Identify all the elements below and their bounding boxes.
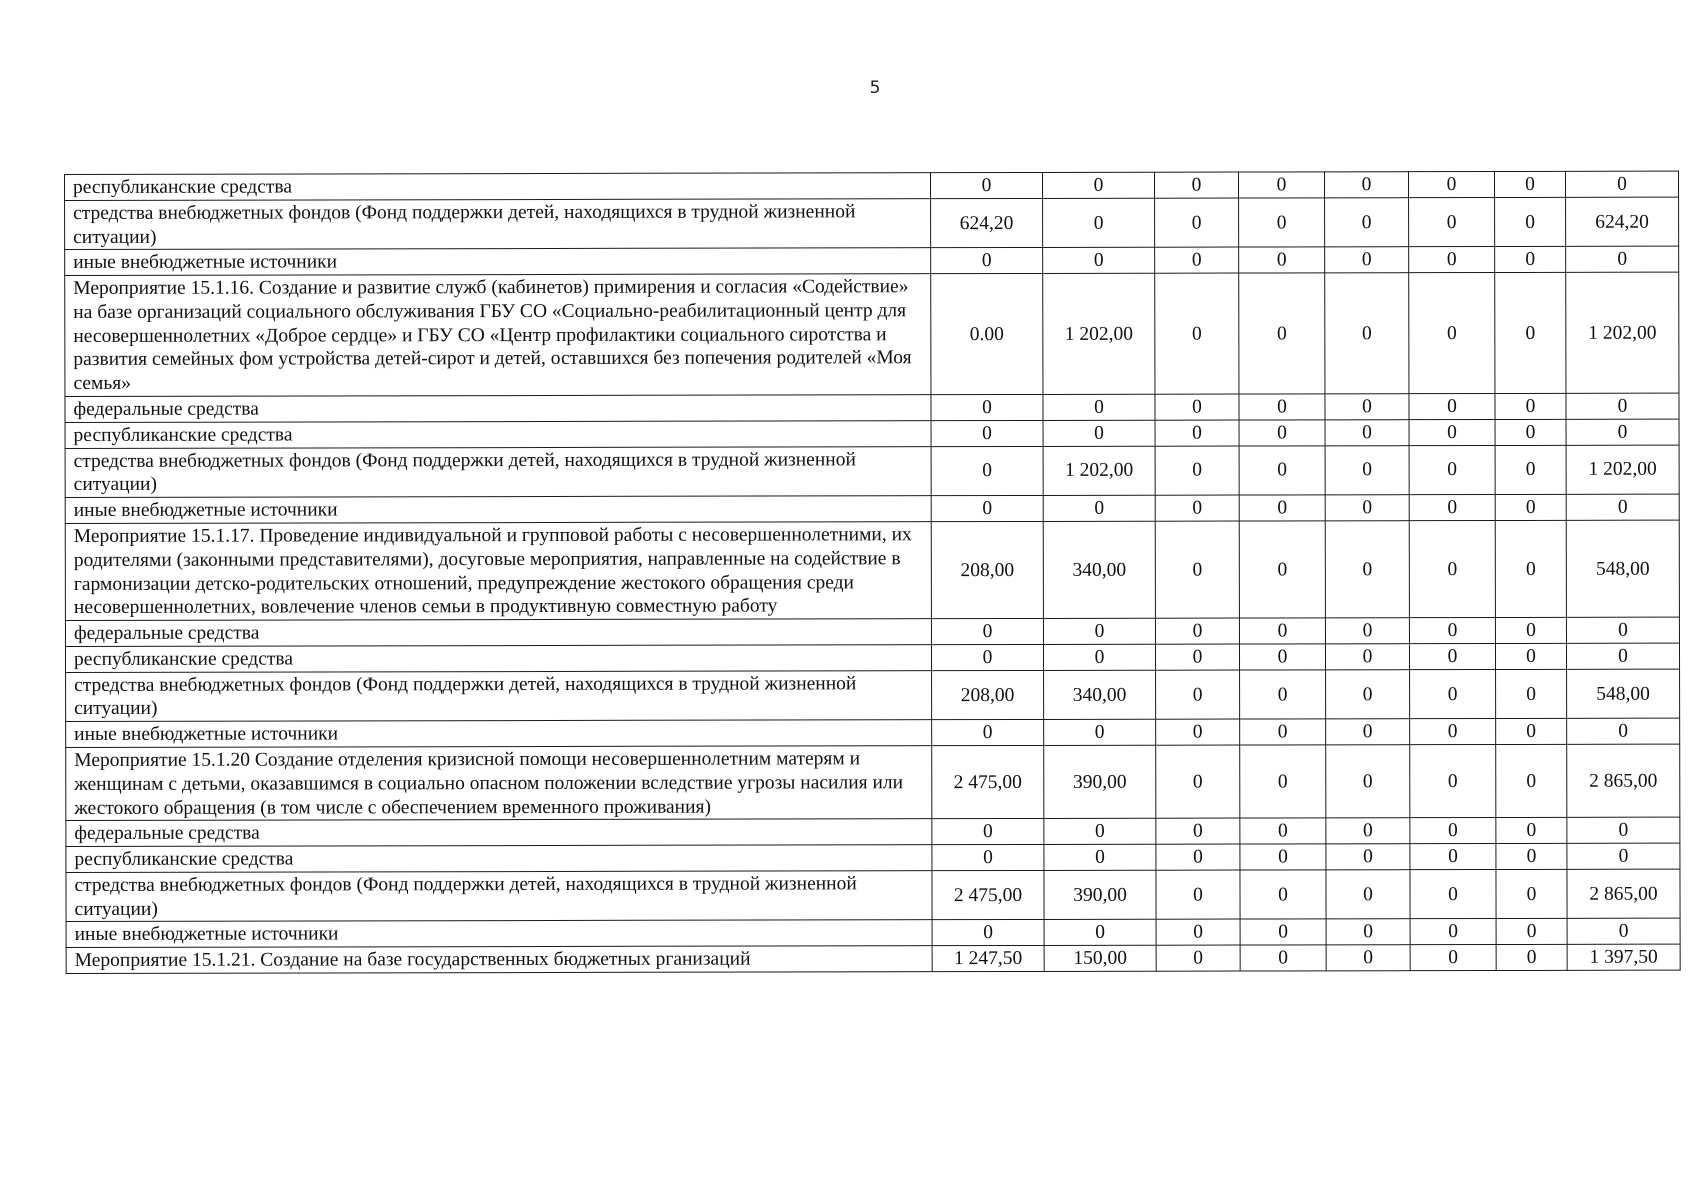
value-cell: 0	[1044, 920, 1156, 946]
table-row	[65, 393, 1679, 422]
value-cell: 0	[1239, 394, 1325, 420]
value-cell: 0	[1240, 870, 1326, 920]
value-cell: 0	[1410, 744, 1496, 818]
value-cell: 0	[1566, 393, 1679, 419]
row-label: федеральные средства	[66, 819, 932, 847]
value-cell: 0	[1156, 745, 1240, 819]
value-cell: 0	[1325, 273, 1409, 394]
value-cell: 150,00	[1044, 945, 1156, 971]
table-row	[66, 817, 1680, 846]
row-label: Мероприятие 15.1.20 Создание отделения кризисной помощи несовершеннолетним матерям и женщинам с детьми, оказавшимся в социально опасном положении вследствие угрозы насилия или жестокого обращения (в том числе с обеспечением временного проживания)	[66, 746, 932, 821]
value-cell: 1 202,00	[1566, 445, 1679, 495]
page-number: 5	[869, 78, 881, 98]
value-cell: 0	[1326, 870, 1410, 920]
value-cell: 0	[1566, 617, 1679, 643]
value-cell: 0	[1326, 844, 1410, 870]
value-cell: 0	[1239, 644, 1325, 670]
value-cell: 0	[1409, 394, 1495, 420]
value-cell: 0	[931, 394, 1043, 420]
value-cell: 0	[1240, 945, 1326, 971]
funding-table	[64, 171, 1681, 974]
value-cell: 0	[930, 172, 1042, 198]
value-cell: 0	[1410, 945, 1496, 971]
row-label: иные внебюджетные источники	[65, 496, 931, 524]
row-label: Мероприятие 15.1.21. Создание на базе государственных бюджетных рганизаций	[66, 946, 932, 974]
value-cell: 0	[931, 248, 1043, 274]
value-cell: 0	[1410, 818, 1496, 844]
value-cell: 0	[1495, 445, 1566, 495]
value-cell: 0	[1043, 495, 1155, 521]
value-cell: 0	[1409, 419, 1495, 445]
table-row	[65, 617, 1679, 646]
value-cell: 0	[1496, 744, 1567, 817]
row-label: стредства внебюджетных фондов (Фонд поддержки детей, находящихся в трудной жизненной ситуации)	[65, 446, 931, 497]
value-cell: 208,00	[931, 521, 1043, 618]
row-label: Мероприятие 15.1.17. Проведение индивидуальной и групповой работы с несовершеннолетними, их родителями (законными представителями), досуговые мероприятия, направленные на содействие в гармонизации детско-родительских отношений, предупреждение жестокого обращения среди несовершеннолетних, вовлечение членов семьи в продуктивную совместную работу	[65, 522, 931, 621]
value-cell: 0	[1239, 420, 1325, 446]
value-cell: 0	[1496, 719, 1567, 745]
value-cell: 0	[1326, 719, 1410, 745]
value-cell: 0	[1325, 419, 1409, 445]
value-cell: 0	[1239, 521, 1325, 618]
row-label: иные внебюджетные источники	[66, 920, 932, 948]
value-cell: 0	[1325, 445, 1409, 495]
value-cell: 0	[1495, 520, 1566, 617]
table-row	[65, 272, 1679, 396]
table-row	[65, 494, 1679, 523]
value-cell: 2 475,00	[932, 745, 1044, 819]
value-cell: 0	[1156, 945, 1240, 971]
value-cell: 0	[1409, 495, 1495, 521]
row-label: стредства внебюджетных фондов (Фонд поддержки детей, находящихся в трудной жизненной ситуации)	[66, 871, 932, 922]
value-cell: 0	[1409, 273, 1495, 394]
value-cell: 0	[1156, 844, 1240, 870]
value-cell: 340,00	[1044, 670, 1156, 720]
value-cell: 0	[1495, 617, 1566, 643]
table-row	[65, 171, 1679, 200]
value-cell: 0	[1155, 618, 1239, 644]
value-cell: 0	[931, 420, 1043, 446]
value-cell: 0	[1326, 919, 1410, 945]
value-cell: 0	[1043, 248, 1155, 274]
value-cell: 0	[1325, 197, 1409, 247]
value-cell: 0	[1409, 247, 1495, 273]
value-cell: 0	[1043, 394, 1155, 420]
table-row	[65, 445, 1679, 498]
value-cell: 0	[1495, 247, 1566, 273]
value-cell: 0	[932, 720, 1044, 746]
table-row	[66, 944, 1680, 973]
value-cell: 2 865,00	[1567, 744, 1680, 818]
row-label: республиканские средства	[65, 645, 931, 673]
value-cell: 1 202,00	[1566, 272, 1679, 393]
value-cell: 0	[1155, 495, 1239, 521]
row-label: иные внебюджетные источники	[66, 720, 932, 748]
value-cell: 0	[1239, 273, 1325, 394]
value-cell: 0	[1410, 719, 1496, 745]
value-cell: 1 397,50	[1567, 944, 1680, 970]
value-cell: 0	[1496, 945, 1567, 971]
value-cell: 0	[931, 496, 1043, 522]
value-cell: 0	[1044, 819, 1156, 845]
value-cell: 0	[1567, 718, 1680, 744]
value-cell: 0	[1042, 172, 1154, 198]
value-cell: 0	[1240, 919, 1326, 945]
value-cell: 0	[1155, 198, 1239, 248]
value-cell: 0	[1326, 945, 1410, 971]
value-cell: 0	[1044, 719, 1156, 745]
value-cell: 0	[1567, 919, 1680, 945]
value-cell: 0	[1156, 919, 1240, 945]
value-cell: 0	[1044, 844, 1156, 870]
value-cell: 0	[1495, 495, 1566, 521]
value-cell: 0	[1495, 197, 1566, 247]
value-cell: 0	[1156, 870, 1240, 920]
value-cell: 1 202,00	[1043, 446, 1155, 496]
value-cell: 0	[1409, 197, 1495, 247]
value-cell: 0	[1567, 843, 1680, 869]
value-cell: 0	[1410, 669, 1496, 719]
value-cell: 0	[932, 920, 1044, 946]
value-cell: 0	[1238, 172, 1324, 198]
value-cell: 0	[1239, 618, 1325, 644]
table-row	[65, 246, 1679, 275]
value-cell: 0	[1239, 495, 1325, 521]
value-cell: 0	[931, 644, 1043, 670]
table-row	[65, 197, 1679, 250]
value-cell: 0	[1043, 618, 1155, 644]
table-row	[65, 419, 1679, 448]
row-label: республиканские средства	[66, 845, 932, 873]
value-cell: 0	[1325, 247, 1409, 273]
value-cell: 2 865,00	[1567, 869, 1680, 919]
value-cell: 0	[1155, 247, 1239, 273]
value-cell: 208,00	[932, 670, 1044, 720]
value-cell: 390,00	[1044, 870, 1156, 920]
value-cell: 548,00	[1566, 520, 1679, 617]
value-cell: 0	[1239, 198, 1325, 248]
value-cell: 0	[1409, 445, 1495, 495]
value-cell: 0	[1496, 818, 1567, 844]
table-row	[66, 919, 1680, 948]
value-cell: 624,20	[1566, 197, 1679, 247]
row-label: иные внебюджетные источники	[65, 248, 931, 276]
value-cell: 0	[1410, 844, 1496, 870]
table-row	[66, 718, 1680, 747]
value-cell: 0	[1495, 272, 1566, 393]
value-cell: 0	[931, 446, 1043, 496]
value-cell: 0	[931, 619, 1043, 645]
value-cell: 0	[1240, 745, 1326, 819]
value-cell: 0	[1156, 818, 1240, 844]
value-cell: 0	[1495, 419, 1566, 445]
value-cell: 0.00	[931, 274, 1043, 395]
table-row	[66, 744, 1680, 821]
value-cell: 0	[1324, 172, 1408, 198]
value-cell: 0	[1240, 844, 1326, 870]
value-cell: 0	[1154, 172, 1238, 198]
value-cell: 0	[1240, 719, 1326, 745]
row-label: республиканские средства	[65, 173, 931, 201]
value-cell: 0	[1409, 618, 1495, 644]
value-cell: 0	[1325, 644, 1409, 670]
value-cell: 0	[1566, 246, 1679, 272]
value-cell: 0	[1043, 198, 1155, 248]
value-cell: 390,00	[1044, 745, 1156, 819]
row-label: стредства внебюджетных фондов (Фонд поддержки детей, находящихся в трудной жизненной ситуации)	[65, 198, 931, 249]
value-cell: 0	[1496, 843, 1567, 869]
value-cell: 0	[1495, 393, 1566, 419]
value-cell: 0	[1409, 520, 1495, 617]
value-cell: 0	[1156, 670, 1240, 720]
value-cell: 0	[1326, 818, 1410, 844]
value-cell: 624,20	[931, 198, 1043, 248]
value-cell: 0	[932, 819, 1044, 845]
value-cell: 0	[1566, 494, 1679, 520]
row-label: федеральные средства	[65, 619, 931, 647]
value-cell: 0	[1408, 172, 1494, 198]
value-cell: 0	[1325, 394, 1409, 420]
value-cell: 0	[1567, 817, 1680, 843]
value-cell: 0	[1410, 869, 1496, 919]
value-cell: 0	[1325, 618, 1409, 644]
value-cell: 548,00	[1567, 669, 1680, 719]
table-row	[65, 520, 1679, 621]
row-label: федеральные средства	[65, 395, 931, 423]
value-cell: 0	[1156, 719, 1240, 745]
value-cell: 0	[1155, 420, 1239, 446]
value-cell: 0	[1240, 818, 1326, 844]
value-cell: 0	[1155, 644, 1239, 670]
value-cell: 0	[1566, 419, 1679, 445]
value-cell: 0	[1155, 521, 1239, 618]
value-cell: 0	[1496, 919, 1567, 945]
row-label: республиканские средства	[65, 420, 931, 448]
value-cell: 0	[1240, 669, 1326, 719]
value-cell: 0	[1155, 394, 1239, 420]
value-cell: 0	[1494, 171, 1565, 197]
table-row	[66, 869, 1680, 922]
value-cell: 0	[1043, 644, 1155, 670]
value-cell: 0	[932, 845, 1044, 871]
table-row	[66, 843, 1680, 872]
value-cell: 0	[1566, 643, 1679, 669]
value-cell: 0	[1496, 669, 1567, 719]
value-cell: 0	[1326, 669, 1410, 719]
value-cell: 2 475,00	[932, 870, 1044, 920]
row-label: стредства внебюджетных фондов (Фонд поддержки детей, находящихся в трудной жизненной ситуации)	[66, 670, 932, 721]
value-cell: 0	[1409, 643, 1495, 669]
row-label: Мероприятие 15.1.16. Создание и развитие служб (кабинетов) примирения и согласия «Содействие» на базе организаций социального обслуживания ГБУ СО «Социально-реабилитационный центр для несовершеннолетних «Доброе сердце» и ГБУ СО «Центр профилактики социального сиротства и развития семейных фом устройства детей-сирот и детей, оставшихся без попечения родителей «Моя семья»	[65, 274, 931, 397]
value-cell: 0	[1565, 171, 1678, 197]
value-cell: 0	[1043, 420, 1155, 446]
value-cell: 0	[1155, 273, 1239, 394]
value-cell: 0	[1239, 445, 1325, 495]
value-cell: 0	[1410, 919, 1496, 945]
table-row	[65, 643, 1679, 672]
value-cell: 0	[1496, 869, 1567, 919]
value-cell: 340,00	[1043, 521, 1155, 618]
value-cell: 1 247,50	[932, 946, 1044, 972]
value-cell: 0	[1326, 745, 1410, 819]
value-cell: 0	[1495, 643, 1566, 669]
value-cell: 0	[1325, 521, 1409, 618]
value-cell: 0	[1239, 247, 1325, 273]
value-cell: 1 202,00	[1043, 273, 1155, 394]
value-cell: 0	[1325, 495, 1409, 521]
value-cell: 0	[1155, 446, 1239, 496]
table-row	[66, 669, 1680, 722]
